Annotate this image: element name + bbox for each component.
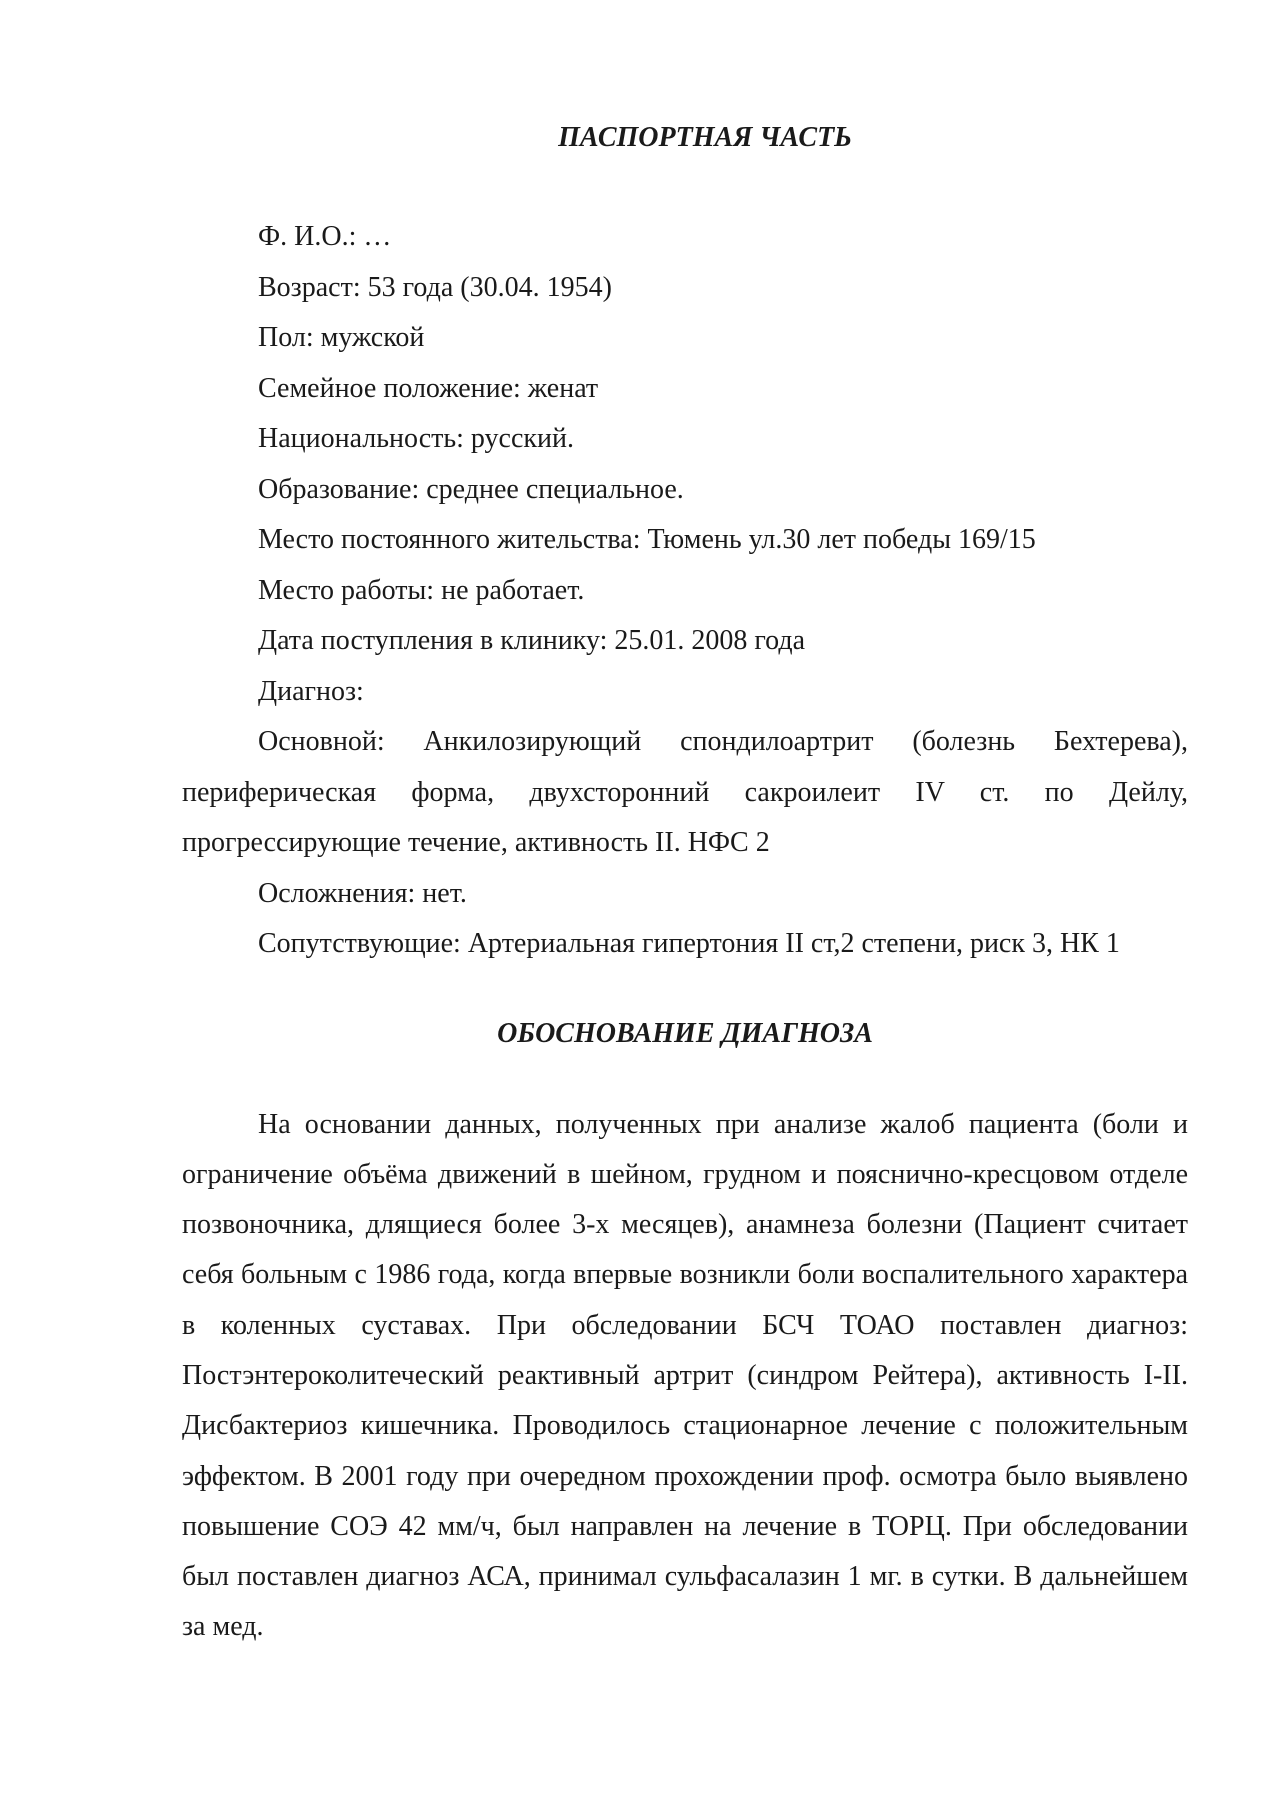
field-sex: Пол: мужской (258, 322, 425, 353)
field-admission-date: Дата поступления в клинику: 25.01. 2008 года (258, 625, 806, 656)
justification-heading: ОБОСНОВАНИЕ ДИАГНОЗА (497, 1017, 873, 1049)
field-marital-status: Семейное положение: женат (258, 372, 599, 404)
field-diagnosis-label: Диагноз: (258, 675, 364, 707)
passport-heading: ПАСПОРТНАЯ ЧАСТЬ (558, 122, 852, 153)
field-fio: Ф. И.О.: … (258, 221, 392, 252)
concomitant-diseases: Сопутствующие: Артериальная гипертония II ст,2 степени, риск 3, НК 1 (258, 928, 1120, 959)
document-content (182, 118, 1188, 1681)
passport-fields (182, 212, 1188, 970)
field-nationality: Национальность: русский. (258, 423, 574, 454)
complications: Осложнения: нет. (258, 877, 467, 909)
field-age: Возраст: 53 года (30.04. 1954) (258, 271, 612, 303)
justification-paragraph: На основании данных, полученных при анализе жалоб пациента (боли и ограничение объёма движений в шейном, грудном и пояснично-кресцовом отделе позвоночника, длящиеся более 3-х месяцев), анамнеза болезни (Пациент считает себя больным с 1986 года, когда впервые возникли боли воспалительного характера в коленных суставах. При обследовании БСЧ ТОАО поставлен диагноз: Постэнтероколитеческий реактивный артрит (синдром Рейтера), активность I-II. Дисбактериоз кишечника. Проводилось стационарное лечение с положительным эффектом. В 2001 году при очередном прохождении проф. осмотра было выявлено повышение СОЭ 42 мм/ч, был направлен на лечение в ТОРЦ. При обследовании был поставлен диагноз АСА, принимал сульфасалазин 1 мг. в сутки. В дальнейшем за мед. (182, 1108, 1188, 1643)
field-education: Образование: среднее специальное. (258, 473, 684, 505)
field-residence: Место постоянного жительства: Тюмень ул.30 лет победы 169/15 (258, 524, 1036, 555)
main-diagnosis: Основной: Анкилозирующий спондилоартрит (болезнь Бехтерева), периферическая форма, двухсторонний сакроилеит IV ст. по Дейлу, прогрессирующие течение, активность II. НФС 2 (182, 726, 1188, 858)
field-workplace: Место работы: не работает. (258, 574, 585, 606)
